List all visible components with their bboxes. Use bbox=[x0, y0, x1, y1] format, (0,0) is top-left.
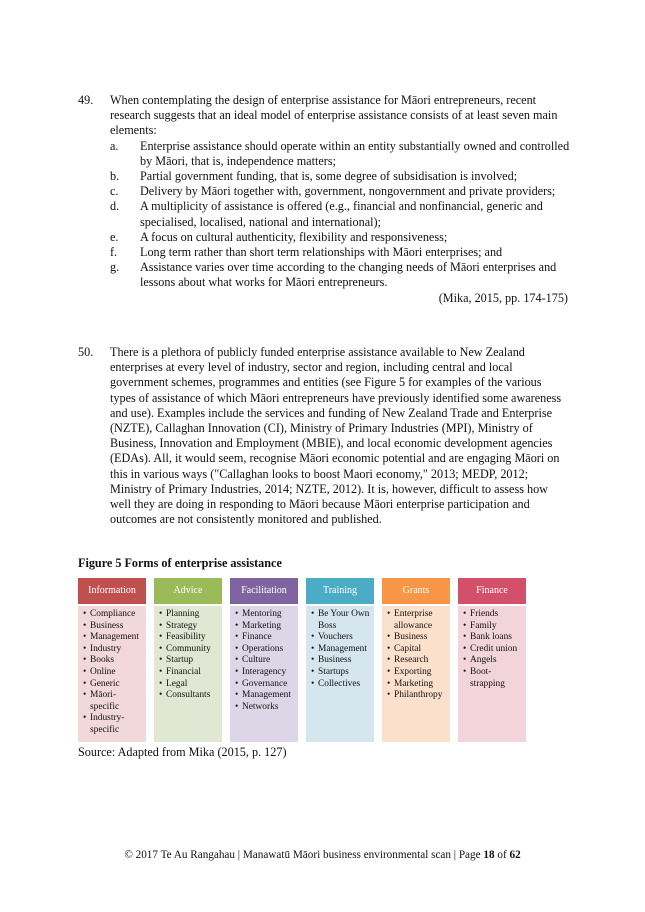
column-item: • Consultants bbox=[159, 690, 220, 702]
list-item-text: Delivery by Māori together with, government, nongovernment and private providers; bbox=[140, 184, 556, 199]
list-item bbox=[110, 245, 570, 260]
list-item bbox=[110, 260, 570, 290]
column-item: • Strategy bbox=[159, 621, 220, 633]
column-item: • Family bbox=[463, 621, 524, 633]
column-item: • Enterprise allowance bbox=[387, 609, 448, 632]
column-item: • Legal bbox=[159, 679, 220, 691]
column-item: • Industry bbox=[83, 644, 144, 656]
figure-source: Source: Adapted from Mika (2015, p. 127) bbox=[78, 745, 287, 759]
column-item: • Marketing bbox=[235, 621, 296, 633]
column-item: • Business bbox=[83, 621, 144, 633]
paragraph-intro: When contemplating the design of enterprise assistance for Māori entrepreneurs, recent research suggests that an ideal model of enterprise assistance consists of at least seven main elements: bbox=[110, 93, 558, 138]
column-item: • Philanthropy bbox=[387, 690, 448, 702]
column-item: • Startup bbox=[159, 655, 220, 667]
list-item bbox=[110, 139, 570, 169]
column-item: • Mentoring bbox=[235, 609, 296, 621]
assistance-column bbox=[230, 578, 298, 742]
column-heading: Finance bbox=[458, 578, 526, 604]
column-item: • Networks bbox=[235, 702, 296, 714]
column-item: • Business bbox=[387, 632, 448, 644]
column-item: • Vouchers bbox=[311, 632, 372, 644]
footer-page-number: 18 bbox=[483, 849, 495, 861]
figure-title: Figure 5 Forms of enterprise assistance bbox=[78, 556, 282, 570]
list-item-letter: e. bbox=[110, 229, 119, 244]
list-item-text: Long term rather than short term relationships with Māori enterprises; and bbox=[140, 245, 503, 260]
list-item-text: Partial government funding, that is, some degree of subsidisation is involved; bbox=[140, 169, 518, 184]
column-items bbox=[230, 606, 298, 742]
assistance-column bbox=[154, 578, 222, 742]
list-item-text: A multiplicity of assistance is offered (e.g., financial and nonfinancial, generic and specialised, localised, national and international); bbox=[140, 199, 543, 229]
footer-text: © 2017 Te Au Rangahau | Manawatū Māori business environmental scan | Page bbox=[124, 849, 484, 861]
column-item: • Angels bbox=[463, 655, 524, 667]
column-item: • Bank loans bbox=[463, 632, 524, 644]
list-item-text: Assistance varies over time according to the changing needs of Māori enterprises and lessons about what works for Māori entrepreneurs. bbox=[140, 260, 557, 290]
column-items bbox=[154, 606, 222, 742]
footer-of: of bbox=[494, 849, 510, 861]
column-items bbox=[306, 606, 374, 742]
column-items bbox=[458, 606, 526, 742]
column-heading: Information bbox=[78, 578, 146, 604]
column-item: • Industry-specific bbox=[83, 713, 144, 736]
column-item: • Exporting bbox=[387, 667, 448, 679]
column-item: • Governance bbox=[235, 679, 296, 691]
list-item-text: Enterprise assistance should operate within an entity substantially owned and controlled by Māori, that is, independence matters; bbox=[140, 138, 570, 168]
footer-page-total: 62 bbox=[509, 849, 521, 861]
citation: (Mika, 2015, pp. 174-175) bbox=[438, 290, 568, 305]
column-item: • Feasibility bbox=[159, 632, 220, 644]
paragraph-49 bbox=[78, 93, 570, 306]
column-item: • Planning bbox=[159, 609, 220, 621]
column-item: • Māori-specific bbox=[83, 690, 144, 713]
column-item: • Finance bbox=[235, 632, 296, 644]
list-item-letter: a. bbox=[110, 138, 119, 153]
element-list bbox=[110, 139, 570, 291]
column-heading: Grants bbox=[382, 578, 450, 604]
paragraph-50 bbox=[78, 345, 570, 527]
list-item bbox=[110, 169, 570, 184]
assistance-column bbox=[382, 578, 450, 742]
column-item: • Management bbox=[83, 632, 144, 644]
column-items bbox=[78, 606, 146, 742]
column-items bbox=[382, 606, 450, 742]
list-item-letter: f. bbox=[110, 245, 118, 260]
column-item: • Friends bbox=[463, 609, 524, 621]
column-heading: Training bbox=[306, 578, 374, 604]
column-item: • Operations bbox=[235, 644, 296, 656]
assistance-diagram bbox=[78, 578, 528, 742]
column-item: • Community bbox=[159, 644, 220, 656]
column-item: • Be Your Own Boss bbox=[311, 609, 372, 632]
column-item: • Boot-strapping bbox=[463, 667, 524, 690]
list-item bbox=[110, 184, 570, 199]
column-item: • Interagency bbox=[235, 667, 296, 679]
column-item: • Culture bbox=[235, 655, 296, 667]
list-item-letter: c. bbox=[110, 184, 119, 199]
paragraph-number: 50. bbox=[78, 345, 94, 359]
column-item: • Research bbox=[387, 655, 448, 667]
page-footer bbox=[0, 849, 645, 861]
list-item-letter: d. bbox=[110, 199, 120, 214]
column-heading: Advice bbox=[154, 578, 222, 604]
column-item: • Credit union bbox=[463, 644, 524, 656]
column-item: • Compliance bbox=[83, 609, 144, 621]
list-item-letter: b. bbox=[110, 169, 120, 184]
column-item: • Management bbox=[311, 644, 372, 656]
column-item: • Business bbox=[311, 655, 372, 667]
column-item: • Financial bbox=[159, 667, 220, 679]
assistance-column bbox=[458, 578, 526, 742]
column-item: • Generic bbox=[83, 679, 144, 691]
column-item: • Books bbox=[83, 655, 144, 667]
assistance-column bbox=[306, 578, 374, 742]
column-item: • Management bbox=[235, 690, 296, 702]
list-item bbox=[110, 199, 570, 229]
list-item-text: A focus on cultural authenticity, flexibility and responsiveness; bbox=[140, 229, 448, 244]
list-item-letter: g. bbox=[110, 260, 120, 275]
column-item: • Online bbox=[83, 667, 144, 679]
assistance-column bbox=[78, 578, 146, 742]
column-heading: Facilitation bbox=[230, 578, 298, 604]
column-item: • Startups bbox=[311, 667, 372, 679]
list-item bbox=[110, 230, 570, 245]
column-item: • Collectives bbox=[311, 679, 372, 691]
paragraph-text: There is a plethora of publicly funded enterprise assistance available to New Zealand enterprises at every level of industry, sector and region, including central and local government schemes, programmes and entities (see Figure 5 for examples of the various types of assistance of which Māori entrepreneurs have previously identified some awareness and use). Examples include the services and funding of New Zealand Trade and Enterprise (NZTE), Callaghan Innovation (CI), Ministry of Primary Industries (MPI), Ministry of Business, Innovation and Employment (MBIE), and local economic development agencies (EDAs). All, it would seem, recognise Māori economic potential and are engaging Māori on this in various ways ("Callaghan looks to boost Maori economy," 2013; MEDP, 2012; Ministry of Primary Industries, 2014; NZTE, 2012). It is, however, difficult to assess how well they are doing in responding to Māori because Māori enterprise participation and outcomes are not consistently monitored and published. bbox=[110, 345, 562, 527]
paragraph-number: 49. bbox=[78, 93, 94, 107]
column-item: • Marketing bbox=[387, 679, 448, 691]
column-item: • Capital bbox=[387, 644, 448, 656]
